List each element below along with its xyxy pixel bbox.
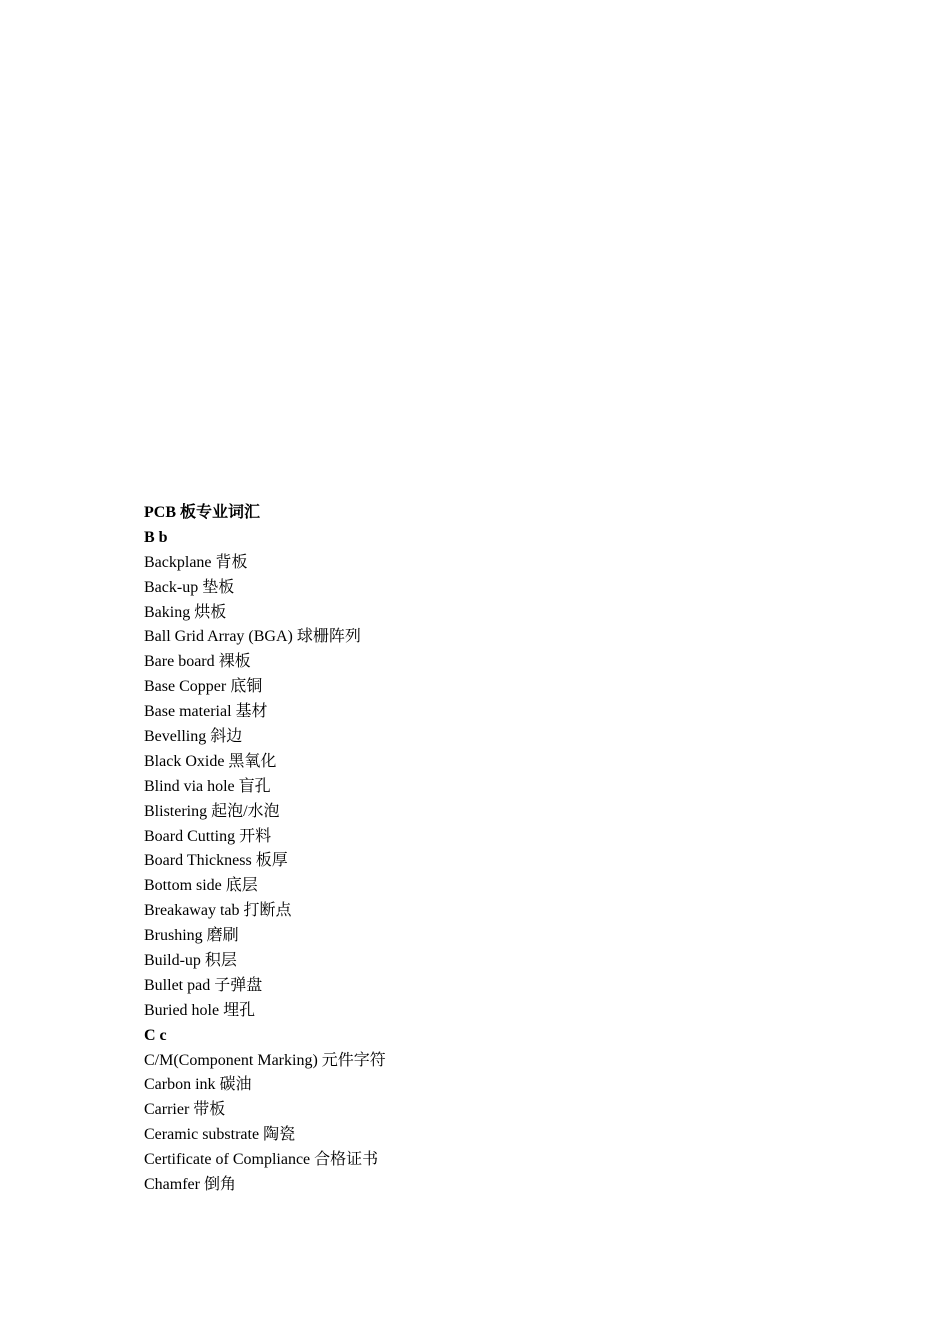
term-entry: Build-up 积层 <box>144 952 237 970</box>
term-entry: Backplane 背板 <box>144 553 248 571</box>
term-entry: Blistering 起泡/水泡 <box>144 802 280 820</box>
term-entry: Breakaway tab 打断点 <box>144 902 292 920</box>
document-title: PCB 板专业词汇 <box>144 504 261 521</box>
term-entry: Carrier 带板 <box>144 1101 226 1119</box>
term-entry: Ball Grid Array (BGA) 球栅阵列 <box>144 628 361 646</box>
term-entry: Chamfer 倒角 <box>144 1176 236 1194</box>
term-entry: Base material 基材 <box>144 703 268 721</box>
term-entry: Black Oxide 黑氧化 <box>144 752 277 770</box>
term-entry: Buried hole 埋孔 <box>144 1001 256 1019</box>
term-entry: Blind via hole 盲孔 <box>144 777 271 795</box>
term-entry: Bullet pad 子弹盘 <box>144 976 263 994</box>
term-entry: C/M(Component Marking) 元件字符 <box>144 1051 386 1069</box>
term-entry: Board Cutting 开料 <box>144 827 272 845</box>
term-entry: Bare board 裸板 <box>144 653 251 671</box>
term-entry: Board Thickness 板厚 <box>144 852 288 870</box>
term-entry: Ceramic substrate 陶瓷 <box>144 1126 296 1144</box>
term-entry: Baking 烘板 <box>144 603 227 621</box>
term-entry: Carbon ink 碳油 <box>144 1076 252 1094</box>
section-heading-b: B b <box>144 528 168 546</box>
term-entry: Brushing 磨刷 <box>144 927 239 945</box>
term-entry: Base Copper 底铜 <box>144 678 263 696</box>
document-content <box>144 501 764 1198</box>
term-entry: Certificate of Compliance 合格证书 <box>144 1151 379 1169</box>
term-entry: Bottom side 底层 <box>144 877 258 895</box>
term-entry: Back-up 垫板 <box>144 578 235 596</box>
term-entry: Bevelling 斜边 <box>144 728 243 746</box>
section-heading-c: C c <box>144 1026 167 1044</box>
